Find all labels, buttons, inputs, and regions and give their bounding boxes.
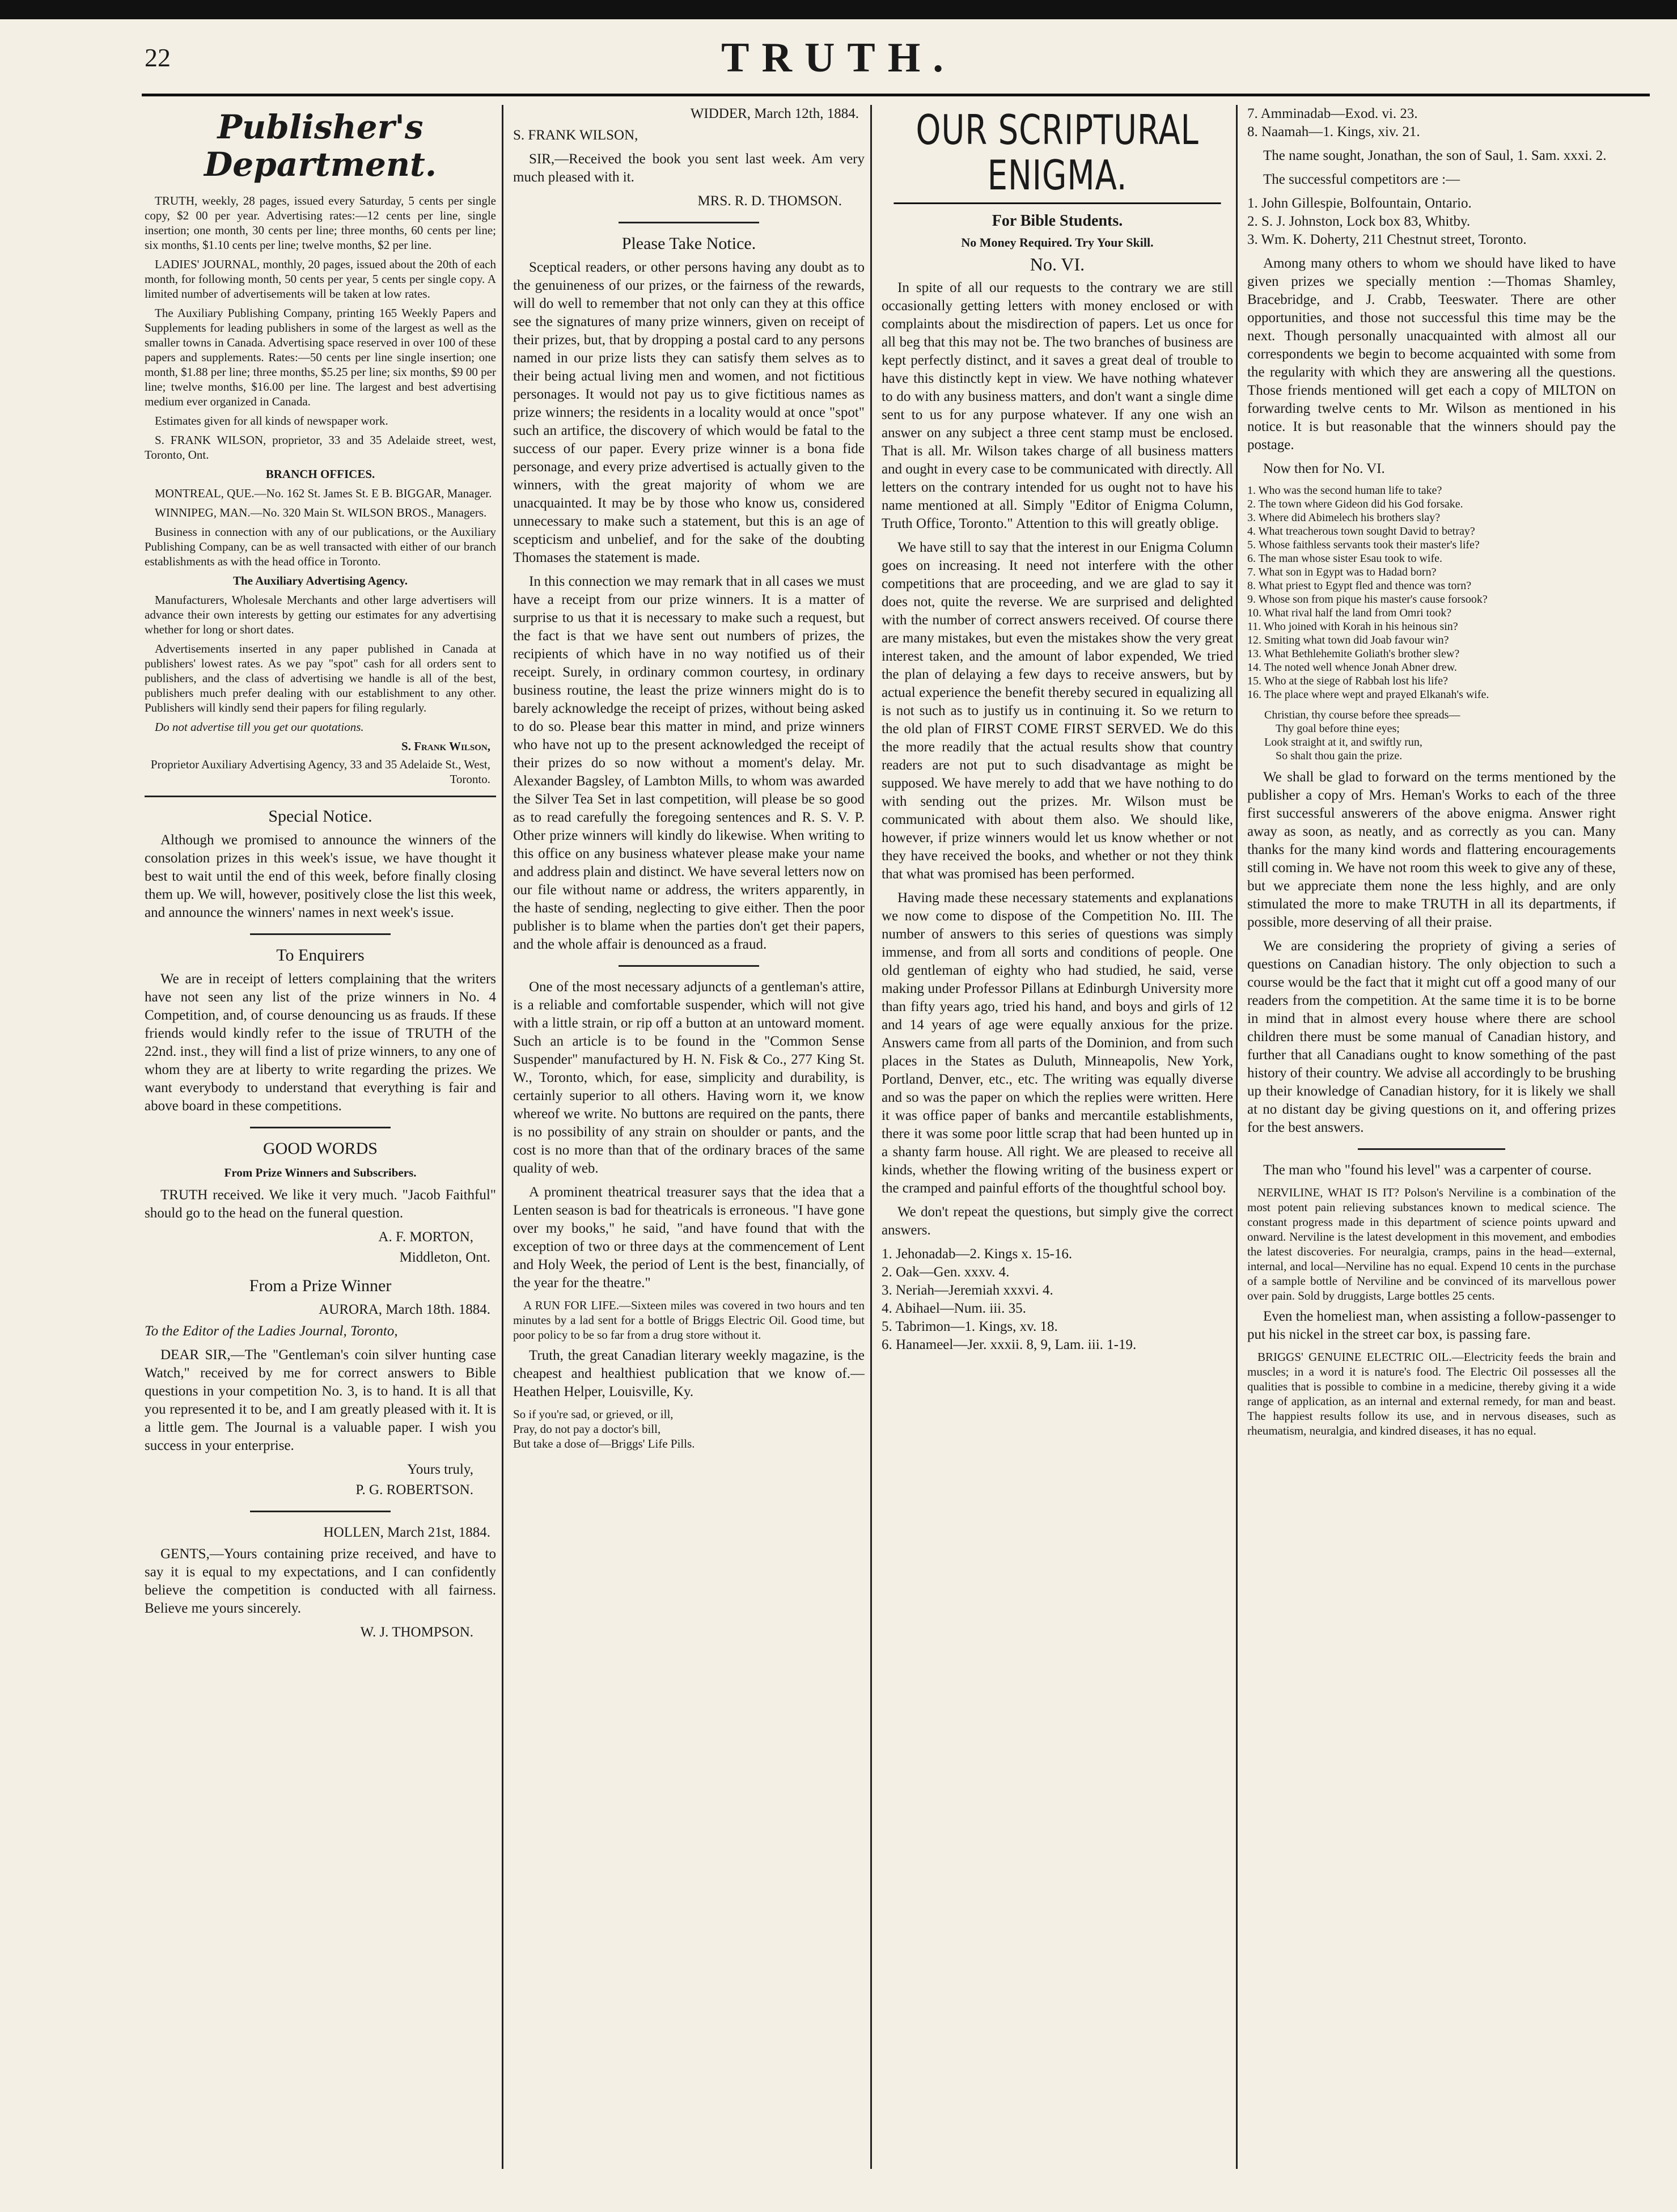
branch-offices-title: BRANCH OFFICES. [265,467,375,481]
enigma-paragraph: We are considering the propriety of giving a series of questions on Canadian history. The only objection to such a course would be the fact that it might cut off a good many of our readers from the competition. At the same time it is to be borne in mind that in almost every house where there are school children there must be some manual of Canadian history, and further that all Canadians ought to know something of the past history of their country. We advise all accordingly to be brushing up their knowledge of Canadian history, for it is likely we shall at no distant day be giving questions on it, and offering prizes for the best answers. [1247,938,1616,1135]
letter-date: HOLLEN, March 21st, 1884. [323,1525,490,1540]
list-item: 8. Naamah—1. Kings, xiv. 21. [1247,124,1420,139]
briggs-oil-advert: A RUN FOR LIFE.—Sixteen miles was covered in two hours and ten minutes by a lad sent for a bottle of Briggs Electric Oil. Good time, but poor policy to be so far from a drug store without it. [513,1299,865,1342]
agency-paragraph: Advertisements inserted in any paper published in Canada at publishers' lowest rates. As we pay "spot" cash for all orders sent to publishers, and the class of advertising we handle is all of the best, publishers much prefer dealing with our establishment to any other. Publishers will kindly send their papers for filing regularly. [145,642,496,714]
christian-verse [1264,708,1616,763]
column-divider [870,105,872,2169]
list-item: 12. Smiting what town did Joab favour win? [1247,634,1449,646]
list-item: 3. Neriah—Jeremiah xxxvi. 4. [882,1283,1053,1298]
list-item: 4. What treacherous town sought David to betray? [1247,525,1475,538]
column-divider [1236,105,1238,2169]
list-item: 6. Hanameel—Jer. xxxii. 8, 9, Lam. iii. 1-19. [882,1337,1137,1352]
enigma-paragraph: Among many others to whom we should have liked to have given prizes we specially mention :—Thomas Shamley, Bracebridge, and J. Crabb, Teeswater. There are other opportunities, and those not successful this time may be the next. Though personally unacquainted with almost all our correspondents we begin to become acquainted with some from the regularity with which they are answering all the questions. Those friends mentioned will get each a copy of MILTON on forwarding twelve cents to Mr. Wilson as mentioned in his notice. It is but reasonable that the winners should pay the postage. [1247,256,1616,452]
enquirers-title: To Enquirers [276,946,365,965]
prize-winner-title: From a Prize Winner [249,1276,392,1295]
branch-montreal: MONTREAL, QUE.—No. 162 St. James St. E B. BIGGAR, Manager. [155,487,492,500]
agency-signature-address: Proprietor Auxiliary Advertising Agency, 33 and 35 Adelaide St., West, Toronto. [150,758,490,786]
publisher-info [145,193,496,786]
agency-signature: S. Frank Wilson, [401,739,490,753]
enigma-number: No. VI. [1030,254,1085,274]
divider [145,796,496,797]
name-sought: The name sought, Jonathan, the son of Saul, 1. Sam. xxxi. 2. [1263,148,1607,163]
enigma-paragraph: We shall be glad to forward on the terms mentioned by the publisher a copy of Mrs. Heman's Works to each of the three first successful answerers of the above enigma. Answer right away as soon, as neatly, and as correctly as you can. Many thanks for the many kind words and flattering encouragements still coming in. We have not room this week to give any of these, but we appreciate them none the less highly, and are only stimulated the more to make TRUTH in all its departments, if possible, more deserving of all their praise. [1247,769,1616,930]
divider [1358,1148,1505,1150]
enigma-paragraph: We don't repeat the questions, but simply give the correct answers. [882,1204,1233,1238]
verse-line: But take a dose of—Briggs' Life Pills. [513,1437,695,1450]
divider [619,965,759,967]
list-item: 1. Jehonadab—2. Kings x. 15-16. [882,1246,1073,1262]
list-item: 5. Whose faithless servants took their master's life? [1247,539,1480,551]
column-4 [1247,105,1616,2169]
ladies-journal-info: LADIES' JOURNAL, monthly, 20 pages, issued about the 20th of each month, for following month, 50 cents per year, 5 cents per single copy. A limited number of advertisements will be taken at low rates. [145,257,496,301]
divider [250,1127,391,1128]
list-item: 13. What Bethlehemite Goliath's brother slew? [1247,648,1460,660]
please-take-notice-title: Please Take Notice. [621,234,756,253]
notice-paragraph: Sceptical readers, or other persons having any doubt as to the genuineness of our prizes, or the fairness of the rewards, will do well to remember that not only can they at this office see the signatures of many prize winners, given on receipt of their prizes, but, that by dropping a postal card to any persons named in our prize lists they can satisfy them selves as to their being actual living men and women, and not fictitious personages. It would not pay us to give fictitious names as prize winners; the residents in a locality would at once "spot" such an artifice, the discovery of which would be fatal to the success of our paper. Every prize winner is a bona fide personage, and every prize advertised is actually given to the winners, with the great majority of whom we are unacquainted. It may be by those who know us, considered unnecessary to make such a statement, but this is an age of scepticism and unbelief, and for the sake of the doubting Thomases the statement is made. [513,260,865,565]
successful-intro: The successful competitors are :— [1263,172,1460,187]
list-item: 1. John Gillespie, Bolfountain, Ontario. [1247,196,1472,211]
estimates-note: Estimates given for all kinds of newspaper work. [155,414,388,428]
nerviline-advert: NERVILINE, WHAT IS IT? Polson's Nerviline is a combination of the most potent pain relieving substances known to medical science. The constant progress made in this department of science points upward and onward. Nerviline is the latest development in this movement, and embodies the latest discoveries. For neuralgia, cramps, pains in the head—external, internal, and local—Nerviline has no equal. Expend 10 cents in the purchase of a sample bottle of Nerviline and be convinced of its marvellous power over pain. Sold by druggists, Large bottles 25 cents. [1247,1186,1616,1302]
enigma-paragraph: Having made these necessary statements and explanations we now come to dispose of the Competition No. III. The number of answers to this series of questions was simply immense, and from all sorts and conditions of people. One old gentleman of eighty who had studied, he said, verse making under Professor Pillans at Edinburgh University more than fifty years ago, tried his hand, and boys and girls of 12 and 14 years of age were equally anxious for the prize. Answers came from all parts of the Dominion, and from such places in the States as Duluth, Minneapolis, New York, Portland, Denver, etc., etc. The writing was equally diverse and so was the paper on which the replies were written. Here it was office paper of banks and mercantile establishments, there it was some poor little scrap that had been hunted up in a shanty farm house. All right. We are pleased to receive all kinds, whether the flowing writing of the business expert or the cramped and painful efforts of the thoughtful school boy. [882,890,1233,1196]
letter-addressee: S. FRANK WILSON, [513,128,638,143]
column-2 [513,105,865,2169]
letter-signature: W. J. THOMPSON. [360,1625,473,1640]
list-item: 2. Oak—Gen. xxxv. 4. [882,1264,1010,1280]
list-item: 11. Who joined with Korah in his heinous sin? [1247,620,1458,633]
widder-letter: SIR,—Received the book you sent last week. Am very much pleased with it. [513,151,865,185]
agency-title: The Auxiliary Advertising Agency. [232,574,408,587]
list-item: 3. Where did Abimelech his brothers slay? [1247,511,1441,524]
page-number: 22 [145,43,171,72]
column-3 [882,105,1233,2169]
top-border [0,0,1677,19]
now-then: Now then for No. VI. [1263,461,1385,476]
verse-line: Christian, thy course before thee spreads— [1264,709,1460,721]
good-words-subtitle: From Prize Winners and Subscribers. [224,1166,417,1179]
letter-date: WIDDER, March 12th, 1884. [690,106,859,121]
list-item: 2. The town where Gideon did his God forsake. [1247,498,1463,510]
enigma-paragraph: We have still to say that the interest in our Enigma Column goes on increasing. It need not interfere with the other competitions that are proceeding, and we are glad to say it does not, quite the reverse. We are surprised and delighted with the number of correct answers received. Of course there are many mistakes, but even the mistakes show the very great interest taken, and the amount of labor expended, We tried the plan of delaying a few days to receive answers, but by actual experience the benefit thereby secured in equalizing all is not such as to justify us in continuing it. So we return to the old plan of FIRST COME FIRST SERVED. We do this the more readily that the actual results show that country readers are not put to such disadvantage as might be supposed. We have merely to add that we have nothing to do with sending out the prizes. Mr. Wilson must be communicated with about them also. We should like, however, if prize winners would let us know whether or not they have received the books, and whether or not they think that what was promised has been performed. [882,540,1233,882]
letter-salutation: To the Editor of the Ladies Journal, Toronto, [145,1323,398,1339]
scriptural-enigma-title: OUR SCRIPTURAL ENIGMA. [893,107,1221,204]
truth-info: TRUTH, weekly, 28 pages, issued every Saturday, 5 cents per single copy, $2 00 per year. Advertising rates:—12 cents per line, single insertion; one month, 30 cents per line; three months, 60 cents per line; six months, $1.10 cents per line; twelve months, $2 per line. [145,194,496,252]
verse-line: So shalt thou gain the prize. [1276,750,1403,762]
notice-paragraph: In this connection we may remark that in all cases we must have a receipt from our prize winners. It is a matter of surprise to us that it is necessary to make such a request, but the fact is that we have sent out numbers of prizes, the recipients of which have in no way notified us of their receipt. Surely, in ordinary common courtesy, in ordinary business routine, the least the prize winners might do is to barely acknowledge the receipt of prizes, without being asked to do so. Please bear this matter in mind, and prize winners who have not up to the present acknowledged the receipt of their prizes do so now without a moment's delay. Mr. Alexander Bagsley, of Lambton Mills, to whom was awarded the Silver Tea Set in last competition, will please be so good as to read carefully the foregoing sentences and R. S. V. P. Other prize winners will kindly do likewise. When writing to this office on any business whatever please make your name and address plain and distinct. We have several letters now on our file without name or address, the writers apparently, in the haste of sending, neglecting to give either. Then the poor publisher is to blame when the parties don't get their papers, and the whole affair is denounced as a fraud. [513,574,865,952]
special-notice-text: Although we promised to announce the winners of the consolation prizes in this week's issue, we have thought it best to wait until the end of this week, before finally closing them up. We will, however, positively close the list this week, and announce the winners' names in next week's issue. [145,832,496,920]
divider [250,1511,391,1512]
list-item: 3. Wm. K. Doherty, 211 Chestnut street, Toronto. [1247,232,1527,247]
good-words-title: GOOD WORDS [263,1139,378,1158]
agency-paragraph: Manufacturers, Wholesale Merchants and other large advertisers will advance their own interests by getting our estimates for any advertising whether for long or short dates. [145,593,496,636]
level-joke: The man who "found his level" was a carpenter of course. [1263,1162,1592,1178]
special-notice-title: Special Notice. [268,807,372,826]
list-item: 2. S. J. Johnston, Lock box 83, Whitby. [1247,214,1471,229]
prize-winner-letter: DEAR SIR,—The "Gentleman's coin silver hunting case Watch," received by me for correct answers to Bible questions in your competition No. 3, is to hand. It is all that you represented it to be, and I am greatly pleased with it. It is a little gem. The Journal is a valuable paper. I wish you success in your enterprise. [145,1347,496,1453]
column-divider [502,105,503,2169]
answers-list [882,1245,1233,1354]
bible-students-subtitle: For Bible Students. [992,212,1123,230]
letter-signature: P. G. ROBERTSON. [355,1482,473,1498]
questions-list [1247,484,1616,701]
verse-line: Pray, do not pay a doctor's bill, [513,1422,661,1436]
header-rule [142,94,1650,96]
column-1 [145,105,496,2169]
auxiliary-info: The Auxiliary Publishing Company, printing 165 Weekly Papers and Supplements for leading publishers in some of the largest as well as the smaller towns in Canada. Advertising space reserved in over 100 of these papers and supplements. Rates:—50 cents per line single insertion; one month, $1.88 per line; three months, $5.25 per line; six months, $9 00 per line; twelve months, $16.00 per line. The largest and best advertising medium ever organized in Canada. [145,306,496,408]
masthead-title: TRUTH. [721,35,956,81]
fare-joke: Even the homeliest man, when assisting a follow-passenger to put his nickel in the street car box, is passing fare. [1247,1309,1616,1342]
verse-line: Look straight at it, and swiftly run, [1264,736,1422,748]
divider [250,933,391,935]
letter-signature-place: Middleton, Ont. [399,1250,490,1265]
life-pills-verse [513,1407,865,1451]
proprietor-line: S. FRANK WILSON, proprietor, 33 and 35 Adelaide street, west, Toronto, Ont. [145,433,496,462]
list-item: 6. The man whose sister Esau took to wife. [1247,552,1443,565]
branch-note: Business in connection with any of our publications, or the Auxiliary Publishing Company, can be as well transacted with either of our branch establishments as with the head office in Toronto. [145,525,496,568]
hollen-letter: GENTS,—Yours containing prize received, and have to say it is equal to my expectations, and I can confidently believe the competition is conducted with all fairness. Believe me yours sincerely. [145,1546,496,1616]
no-money-subtitle: No Money Required. Try Your Skill. [961,235,1154,249]
briggs-electric-oil-advert: BRIGGS' GENUINE ELECTRIC OIL.—Electricity feeds the brain and muscles; in a word it is nature's food. The Electric Oil possesses all the qualities that is possible to combine in a medicine, thereby giving it a wide range of application, as an internal and external remedy, for man and beast. The happiest results follow its use, and in nervous diseases, such as rheumatism, neuralgia, and kindred diseases, it has no equal. [1247,1350,1616,1437]
publishers-department-title: Publisher's Department. [204,108,437,184]
letter-date: AURORA, March 18th. 1884. [319,1302,490,1317]
branch-winnipeg: WINNIPEG, MAN.—No. 320 Main St. WILSON BROS., Managers. [155,506,487,519]
list-item: 16. The place where wept and prayed Elkanah's wife. [1247,688,1489,701]
list-item: 14. The noted well whence Jonah Abner drew. [1247,661,1457,674]
enigma-paragraph: In spite of all our requests to the contrary we are still occasionally getting letters with money enclosed or with complaints about the misdirection of papers. Let us once for all beg that this may not be. The two branches of business are kept perfectly distinct, and it saves a great deal of trouble to have this distinctly kept in view. We have nothing whatever to do with any business matters, and don't want a single dime sent to us for any purpose whatever. If any one wish an answer on any subject a three cent stamp must be enclosed. That is all. Mr. Wilson takes charge of all business matters and ought in every case to be communicated with directly. All letters on the contrary intended for us ought not to have his name mentioned at all. Simply "Editor of Enigma Column, Truth Office, Toronto." Attention to this will greatly oblige. [882,280,1233,531]
letter-signature: A. F. MORTON, [378,1229,473,1245]
list-item: 15. Who at the siege of Rabbah lost his life? [1247,675,1448,687]
suspender-paragraph: One of the most necessary adjuncts of a gentleman's attire, is a reliable and comfortable suspender, which will not give with a little strain, or rip off a button at an untoward moment. Such an article is to be found in the "Common Sense Suspender" manufactured by H. N. Fisk & Co., 277 King St. W., Toronto, which, for ease, simplicity and durability, is certainly superior to all others. Having worn it, we know whereof we write. No buttons are required on the pants, there is no possibility of any strain on shoulder or pants, and the cost is no more than that of the ordinary braces of the same quality of web. [513,979,865,1176]
theatre-paragraph: A prominent theatrical treasurer says that the idea that a Lenten season is bad for theatricals is erroneous. "I have gone over my books," he said, "and have found that with the exception of two or three days at the commencement of Lent and Holy Week, the period of Lent is the best, financially, of the year for the theatre." [513,1185,865,1291]
enquirers-text: We are in receipt of letters complaining that the writers have not seen any list of the prize winners in No. 4 Competition, and, of course denouncing us as frauds. If these friends would kindly refer to the issue of TRUTH of the 22nd. inst., they will find a list of prize winners, to any one of whom they are at liberty to write regarding the prizes. We want everybody to understand that everything is fair and above board in these competitions. [145,971,496,1114]
list-item: 8. What priest to Egypt fled and thence was torn? [1247,580,1472,592]
answers-list [1247,105,1616,141]
list-item: 5. Tabrimon—1. Kings, xv. 18. [882,1319,1058,1334]
list-item: 1. Who was the second human life to take? [1247,484,1442,497]
verse-line: Thy goal before thine eyes; [1276,722,1400,735]
agency-quote-note: Do not advertise till you get our quotations. [155,720,364,734]
list-item: 9. Whose son from pique his master's cause forsook? [1247,593,1488,606]
verse-line: So if you're sad, or grieved, or ill, [513,1407,674,1421]
list-item: 7. What son in Egypt was to Hadad born? [1247,566,1437,578]
list-item: 10. What rival half the land from Omri took? [1247,607,1452,619]
good-words-letter: TRUTH received. We like it very much. "Jacob Faithful" should go to the head on the funeral question. [145,1187,496,1221]
letter-signature: MRS. R. D. THOMSON. [697,193,842,209]
divider [619,222,759,223]
truth-endorsement: Truth, the great Canadian literary weekly magazine, is the cheapest and healthiest publication that we know of.—Heathen Helper, Louisville, Ky. [513,1348,865,1399]
list-item: 4. Abihael—Num. iii. 35. [882,1301,1026,1316]
letter-closing: Yours truly, [407,1462,473,1477]
winners-list [1247,194,1616,249]
list-item: 7. Amminadab—Exod. vi. 23. [1247,106,1418,121]
